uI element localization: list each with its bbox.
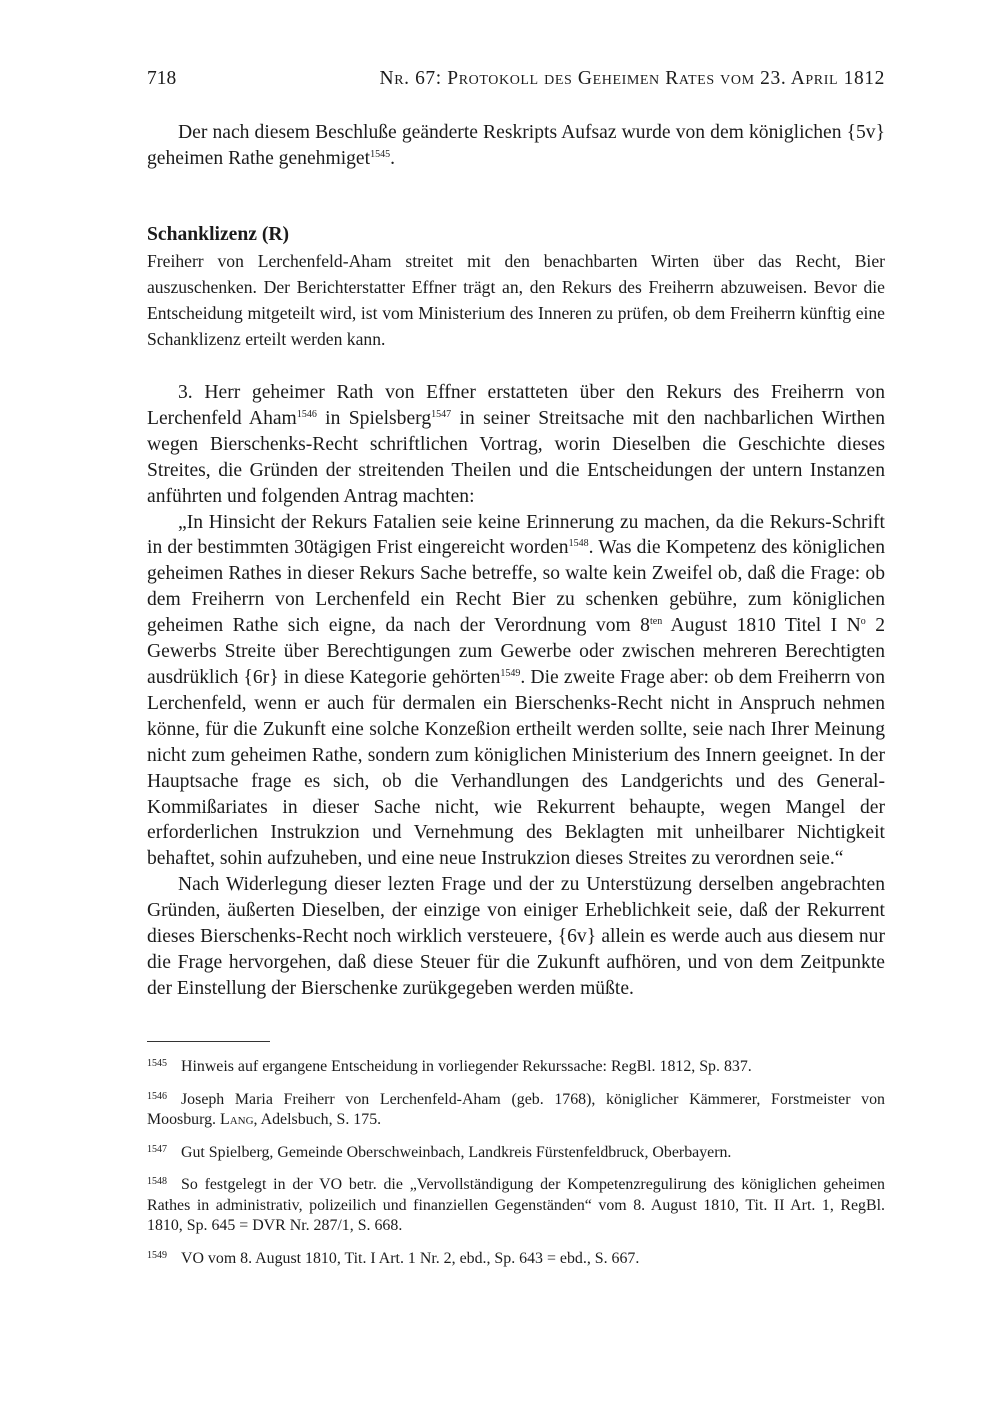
footnote-number: 1547 (147, 1143, 167, 1155)
superscript-o: o (860, 616, 866, 628)
p1-text-c: in seiner Streitsache mit den nachbarlichen Wirthen wegen Bierschenks-Recht schriftlichen Vortrag, worin Dieselben die Geschichte dieses Streites, die Gründen der streitenden Theilen und die Entscheidungen der untern Instanzen anführten und folgenden Antrag machten: (147, 407, 885, 507)
intro-tail: . (390, 147, 395, 169)
footnote-1546 (147, 1087, 885, 1131)
footnote-text-tail: , Adelsbuch, S. 175. (253, 1111, 382, 1128)
section-summary-text: Freiherr von Lerchenfeld-Aham streitet mit den benachbarten Wirten über das Recht, Bier auszuschenken. Der Berichterstatter Effner trägt an, den Rekurs des Freiherrn abzuweisen. Bevor die Entscheidung mitgeteilt wird, ist vom Ministerium des Inneren zu prüfen, ob dem Freiherrn künftig eine Schanklizenz erteilt werden kann. (147, 251, 885, 349)
footnote-1549 (147, 1246, 885, 1270)
footnote-number: 1546 (147, 1090, 167, 1102)
p1-text-a: 3. Herr geheimer Rath von Effner erstatteten über den Rekurs des Freiherrn von Lerchenfeld Aham (147, 382, 885, 429)
p2-text-a: „In Hinsicht der Rekurs Fatalien seie keine Erinnerung zu machen, da die Rekurs-Schrift in der bestimmten 30tägigen Frist eingereicht worden (147, 511, 885, 559)
footnote-ref-1549: 1549 (500, 667, 521, 679)
page-header (147, 66, 885, 92)
footnote-number: 1545 (147, 1058, 167, 1069)
section-summary (147, 222, 885, 352)
p2-text-d: 2 Gewerbs Streite über Berechtigungen zum Gewerbe oder zwischen mehreren Berechtigten ausdrüklich {6r} in diese Kategorie gehörten (147, 615, 885, 688)
footnote-ref-1548: 1548 (568, 538, 589, 550)
page-number: 718 (147, 68, 177, 89)
paragraph-1 (147, 380, 885, 510)
running-title: Nr. 67: Protokoll des Geheimen Rates vom 23. April 1812 (379, 68, 885, 89)
p2-text-b: . Was die Kompetenz des königlichen geheimen Rathes in dieser Rekurs Sache betreffe, so walte kein Zweifel ob, daß die Frage: ob dem Freiherrn von Lerchenfeld ein Recht Bier zu schenken gebühre, zum königlichen geheimen Rathe sich eigne, da nach der Verordnung vom 8 (147, 537, 885, 637)
p2-text-e: . Die zweite Frage aber: ob dem Freiherrn von Lerchenfeld, wenn er auch für dermalen ein Bierschenks-Recht nicht in Anspruch nehmen könne, für die Zukunft eine solche Konzeßion ertheilt werden sollte, seie nach Ihrer Meinung nicht zum geheimen Rathe, sondern zum königlichen Ministerium des Innern geeignet. In der Hauptsache frage es sich, ob die Verhandlungen des Landgerichts und des General-Kommißariates in dieser Sache nicht, wie Rekurrent behaupte, wegen Mangel der erforderlichen Instrukzion und Vernehmung des Beklagten mit unheilbarer Nichtigkeit behaftet, sohin aufzuheben, und eine neue Instrukzion dieses Streites zu verordnen seie.“ (147, 666, 885, 870)
section-title: Schanklizenz (R) (147, 224, 290, 245)
footnote-1547 (147, 1140, 885, 1164)
footnote-text: Gut Spielberg, Gemeinde Oberschweinbach, Landkreis Fürstenfeldbruck, Oberbayern. (181, 1143, 732, 1161)
footnote-1545 (147, 1054, 885, 1078)
footnote-text: So festgelegt in der VO betr. die „Vervollständigung der Kompetenzregulirung des königlichen geheimen Rathes in administrativ, polizeilich und finanziellen Gegenständen“ vom 8. August 1810, Tit. II Art. 1, RegBl. 1810, Sp. 645 = DVR Nr. 287/1, S. 668. (147, 1176, 885, 1234)
footnote-number: 1549 (147, 1249, 167, 1261)
intro-text: Der nach diesem Beschluße geänderte Reskripts Aufsaz wurde von dem königlichen {5v} geheimen Rathe genehmiget (147, 122, 885, 169)
footnote-ref-1547: 1547 (431, 408, 452, 420)
footnote-divider (147, 1041, 270, 1042)
footnote-text: Hinweis auf ergangene Entscheidung in vorliegender Rekurssache: RegBl. 1812, Sp. 837. (181, 1058, 752, 1075)
footnote-text: VO vom 8. August 1810, Tit. I Art. 1 Nr. 2, ebd., Sp. 643 = ebd., S. 667. (181, 1249, 640, 1267)
paragraph-3: Nach Widerlegung dieser lezten Frage und der zu Unterstüzung derselben angebrachten Gründen, äußerten Dieselben, der einzige von einiger Erheblichkeit seie, daß der Rekurrent dieses Bierschenks-Recht noch wirklich versteuere, {6v} allein es werde auch aus diesem nur die Frage hervorgehen, daß diese Steuer für die Zukunft aufhören, und von dem Zeitpunkte der Einstellung der Bierschenke zurükgegeben werden müßte. (147, 874, 885, 999)
p1-text-b: in Spielsberg (316, 407, 432, 429)
footnote-1548 (147, 1172, 885, 1237)
p2-text-c: August 1810 Titel I N (662, 615, 861, 637)
superscript-ten: ten (649, 616, 663, 628)
footnote-text: Joseph Maria Freiherr von Lerchenfeld-Aham (geb. 1768), königlicher Kämmerer, Forstmeister von Moosburg. (147, 1090, 885, 1128)
main-text (147, 380, 885, 1002)
footnotes (147, 1054, 885, 1278)
paragraph-2 (147, 510, 885, 873)
intro-paragraph (147, 120, 885, 172)
footnote-ref-1546: 1546 (296, 408, 317, 420)
footnote-number: 1548 (147, 1176, 167, 1187)
footnote-author-smallcaps: Lang (220, 1111, 254, 1128)
footnote-ref-1545: 1545 (370, 148, 391, 160)
